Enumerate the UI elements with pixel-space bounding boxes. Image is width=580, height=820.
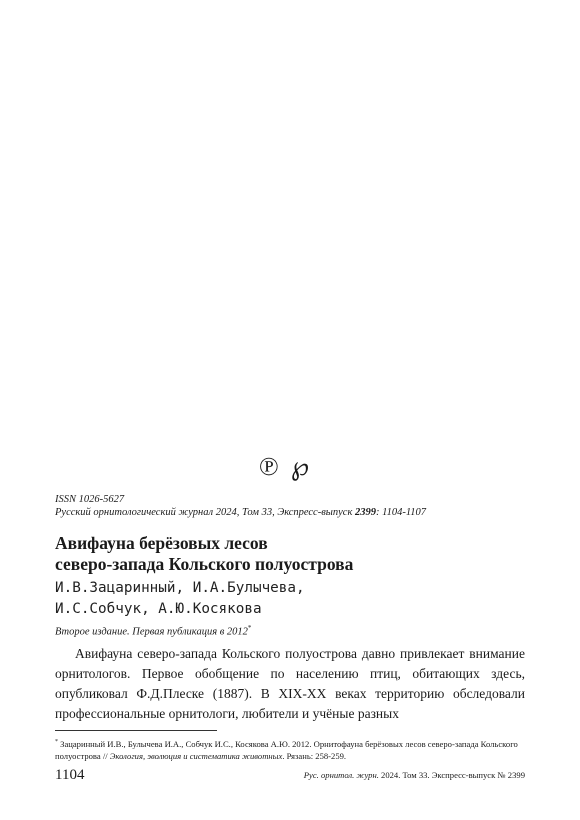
footnote-marker: *	[247, 624, 252, 632]
body-paragraph: Авифауна северо-запада Кольского полуострова давно привлекает внимание орнитологов. Первое обобщение по населению птиц, обитающих здесь, опубликовал Ф.Д.Плеске (1887). В XIX-XX веках территорию обследовали профессиональные орнитологи, любители и учёные разных	[55, 646, 525, 721]
edition-note	[55, 622, 525, 639]
article-body	[55, 644, 525, 724]
running-footer	[304, 769, 525, 781]
citation-prefix: Русский орнитологический журнал 2024, Том 33, Экспресс-выпуск	[55, 507, 355, 518]
authors-line-2: И.С.Собчук, А.Ю.Косякова	[55, 601, 262, 617]
authors-line-1: И.В.Зацаринный, И.А.Булычева,	[55, 580, 305, 596]
footnote-divider	[55, 730, 217, 731]
issn: ISSN 1026-5627	[55, 494, 125, 505]
footnote-text-b: . Рязань: 258-259.	[282, 750, 347, 761]
journal-issue-info: 2024. Том 33. Экспресс-выпуск № 2399	[378, 770, 525, 780]
title-line-1: Авифауна берёзовых лесов	[55, 533, 268, 553]
authors	[55, 578, 525, 620]
citation-line	[55, 506, 525, 519]
footnote	[55, 736, 525, 762]
section-ornament	[0, 452, 580, 482]
citation-pages: : 1104-1107	[376, 507, 427, 518]
page-number: 1104	[55, 767, 85, 783]
footnote-mark: *	[55, 739, 58, 745]
footnote-source-title: Экология, эволюция и систематика животных	[109, 750, 283, 761]
journal-metadata	[55, 493, 525, 519]
title-line-2: северо-запада Кольского полуострова	[55, 554, 354, 574]
ornament-left-icon: ℗	[259, 452, 291, 481]
ornament-right-icon: ℘	[290, 452, 321, 481]
footnote-text-a: Зацаринный И.В., Булычева И.А., Собчук И.С., Косякова А.Ю. 2012. Орнитофауна берёзовых лесов северо-запада Кольского полуострова //	[55, 738, 518, 761]
journal-abbrev: Рус. орнитол. журн.	[303, 770, 379, 780]
article-title	[55, 533, 525, 575]
edition-text: Второе издание. Первая публикация в 2012	[55, 626, 248, 638]
issue-number: 2399	[355, 507, 376, 518]
